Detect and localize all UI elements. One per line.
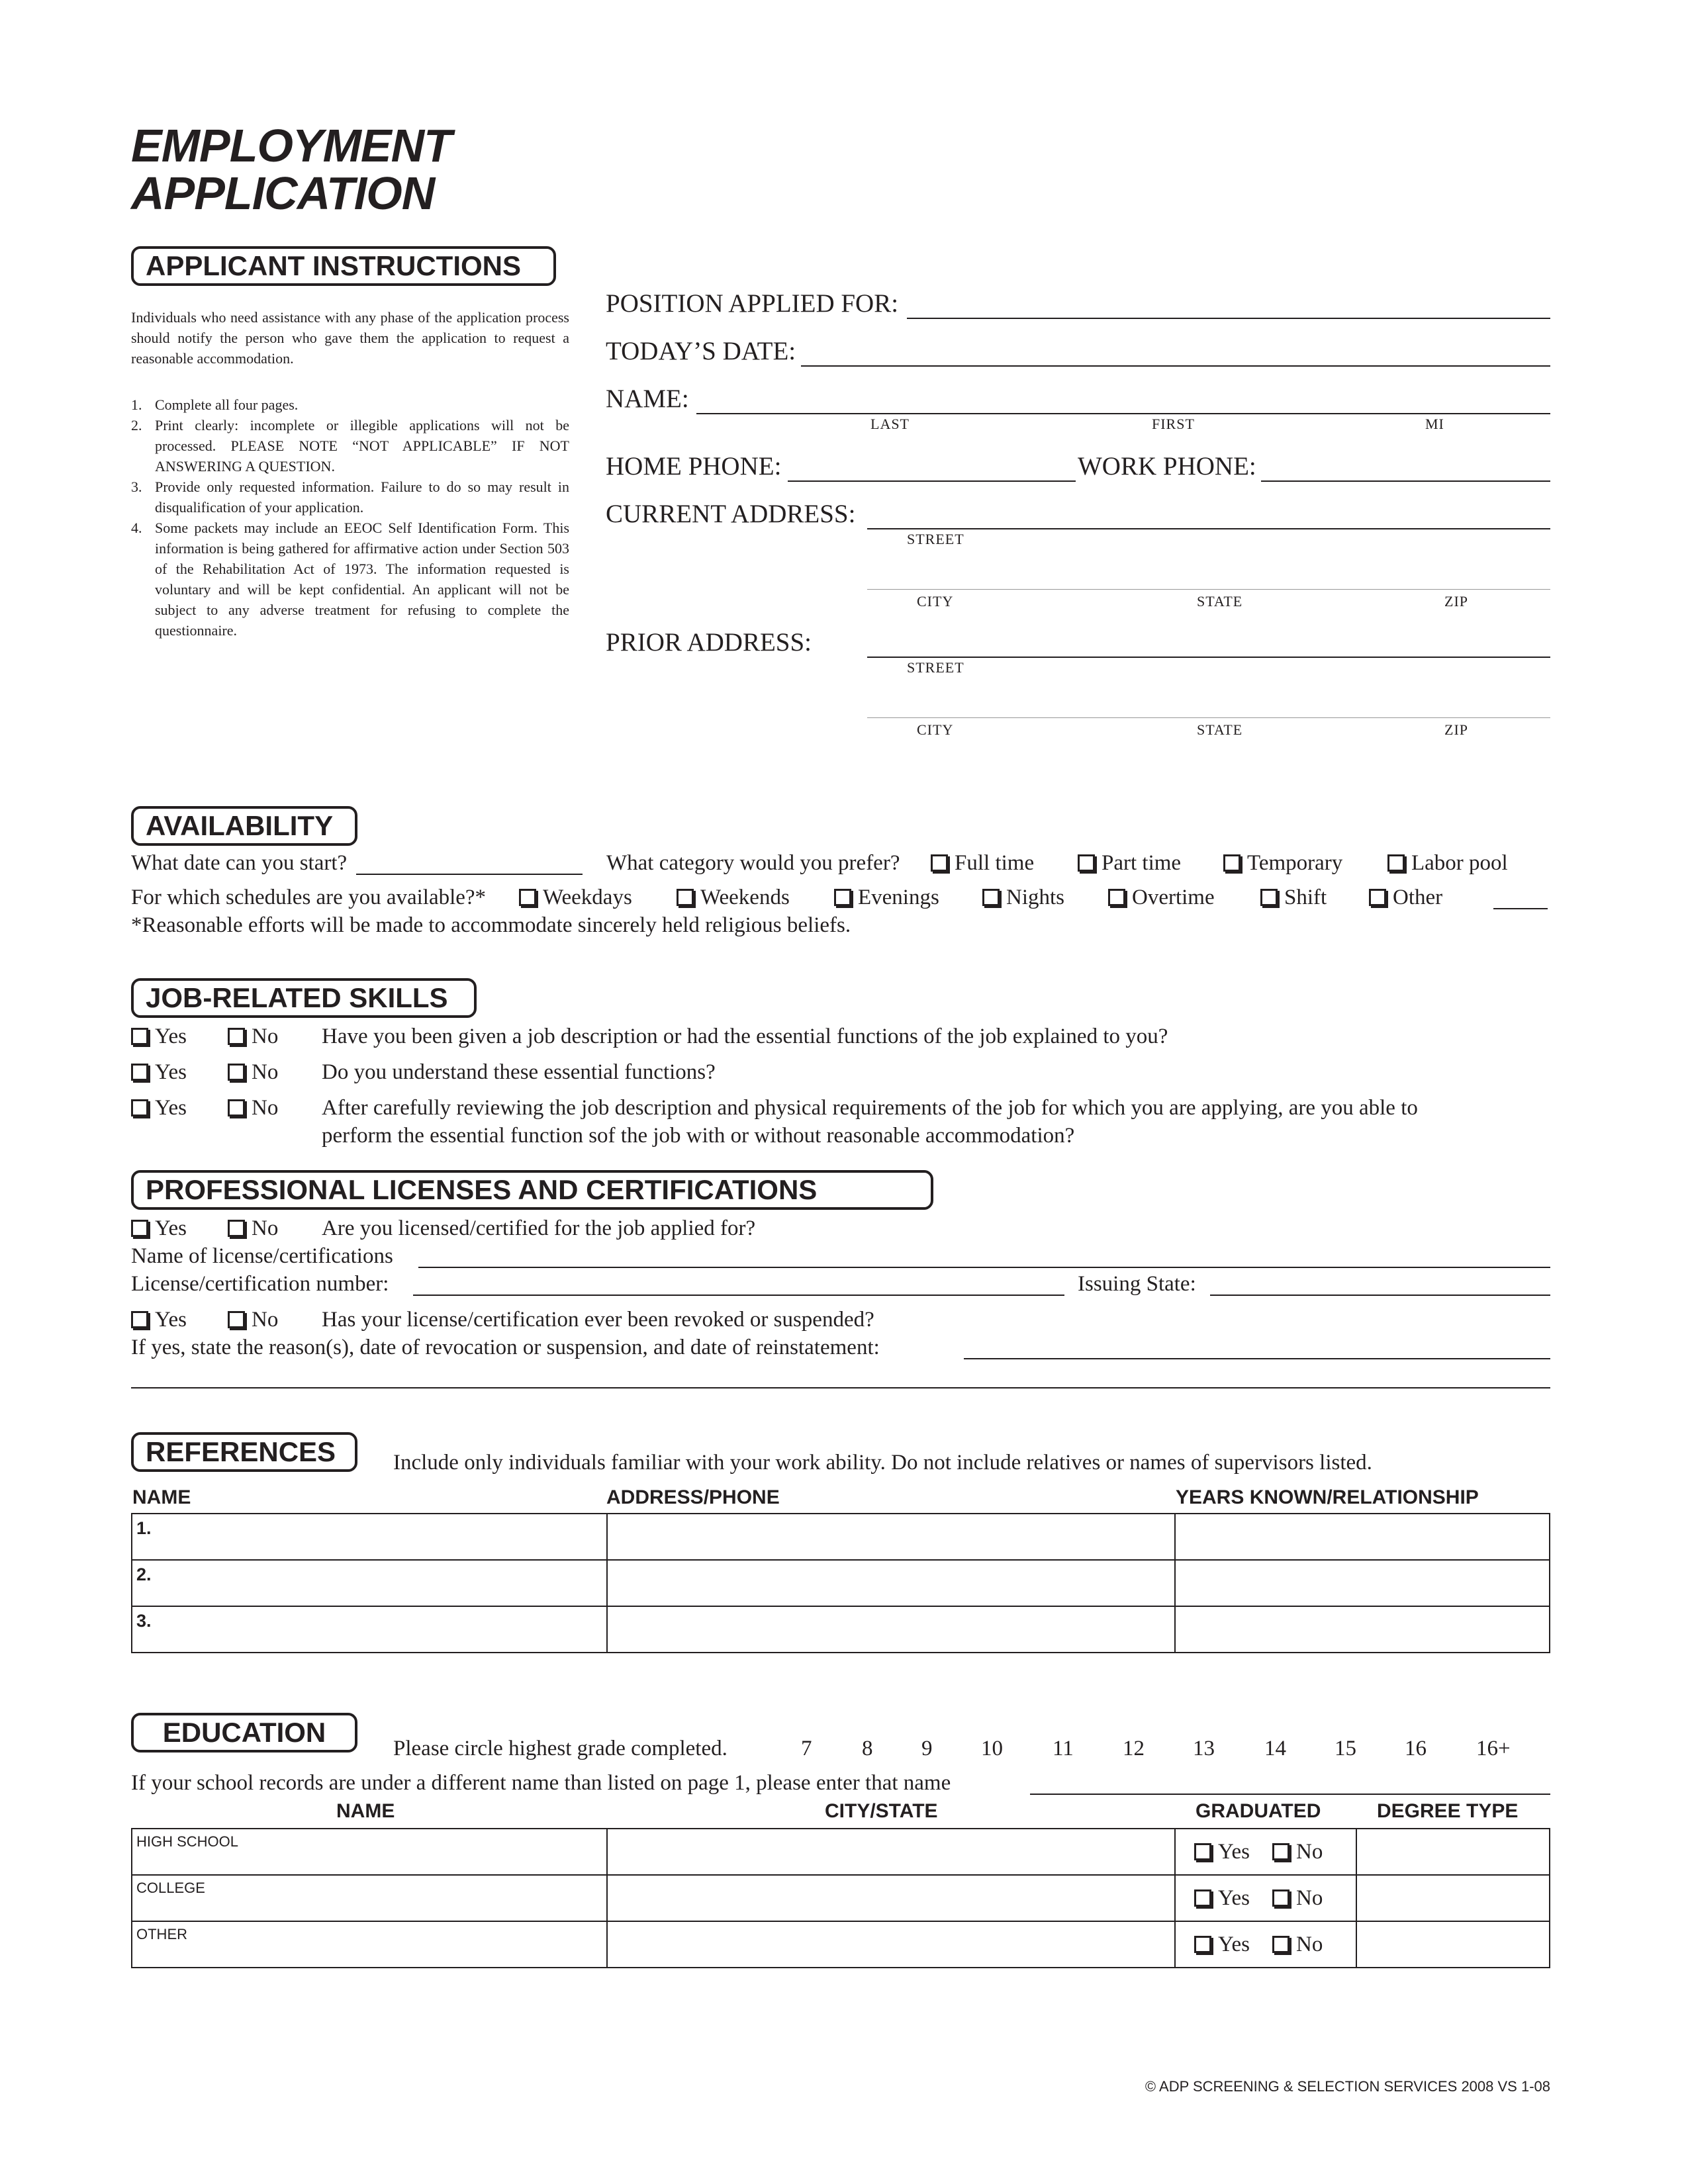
license-q2-no[interactable] [228,1308,278,1332]
table-row [132,1921,1550,1968]
ref-address-cell[interactable] [607,1606,1175,1653]
instruction-item [131,394,569,415]
weekdays-checkbox[interactable] [519,889,536,906]
checkbox-icon[interactable] [1194,1936,1211,1953]
edu-degree-cell[interactable] [1356,1921,1550,1968]
ref-name-cell[interactable]: 2. [132,1560,607,1606]
full-time-label: Full time [955,851,1035,875]
references-col-address: ADDRESS/PHONE [606,1486,780,1508]
edu-graduated-cell [1175,1829,1356,1875]
edu-name-cell[interactable]: COLLEGE [132,1875,607,1921]
references-table [131,1513,1550,1653]
revocation-reason-label: If yes, state the reason(s), date of revocation or suspension, and date of reinstatement: [131,1336,880,1359]
instruction-number: 4. [131,520,142,536]
ref-address-cell[interactable] [607,1560,1175,1606]
edu-city-cell[interactable] [607,1829,1175,1875]
date-input[interactable] [801,365,1550,367]
schedule-overtime[interactable] [1108,886,1215,910]
yes-label: Yes [155,1308,187,1332]
grade-option[interactable]: 11 [1053,1737,1074,1760]
prior-street-caption: STREET [907,659,964,676]
grade-option[interactable]: 13 [1193,1737,1215,1760]
license-number-input[interactable] [413,1295,1064,1296]
yes-label: Yes [1218,1839,1250,1864]
no-label: No [1296,1886,1323,1910]
skills-q3-text-line1: After carefully reviewing the job description and physical requirements of the job for which you are applying, are you able to [322,1096,1418,1120]
checkbox-icon[interactable] [228,1028,245,1045]
schedules-label: For which schedules are you available?* [131,886,487,909]
start-date-label: What date can you start? [131,851,348,875]
edu-city-cell[interactable] [607,1921,1175,1968]
name-mi-caption: MI [1425,416,1444,432]
name-label: NAME: [606,385,689,413]
no-label: No [252,1096,279,1120]
graduated-yes[interactable] [1194,1933,1250,1956]
instruction-item [131,415,569,477]
date-label: TODAY’S DATE: [606,337,796,365]
prior-address-label: PRIOR ADDRESS: [606,628,812,657]
grade-option[interactable]: 8 [862,1737,873,1760]
grade-option[interactable]: 10 [981,1737,1003,1760]
form-title-line1: EMPLOYMENT [131,120,451,171]
grade-label: Please circle highest grade completed. [393,1737,727,1760]
category-temporary[interactable] [1223,851,1342,876]
full-time-checkbox[interactable] [931,854,948,872]
temporary-checkbox[interactable] [1223,854,1241,872]
graduated-yes[interactable] [1194,1840,1250,1864]
weekends-label: Weekends [700,886,790,909]
checkbox-icon[interactable] [228,1220,245,1237]
nights-checkbox[interactable] [982,889,1000,906]
current-street-caption: STREET [907,531,964,547]
ref-years-cell[interactable] [1175,1514,1550,1560]
category-label: What category would you prefer? [606,851,900,875]
skills-heading: JOB-RELATED SKILLS [131,978,477,1018]
schedule-weekdays[interactable] [519,886,632,910]
checkbox-icon[interactable] [131,1220,148,1237]
license-name-label: Name of license/certifications [131,1244,393,1268]
checkbox-icon[interactable] [131,1064,148,1081]
graduated-yes[interactable] [1194,1886,1250,1910]
education-col-name: NAME [336,1800,395,1822]
ref-years-cell[interactable] [1175,1560,1550,1606]
shift-checkbox[interactable] [1260,889,1278,906]
home-phone-input[interactable] [788,480,1076,482]
grade-option[interactable]: 16 [1405,1737,1427,1760]
no-label: No [1296,1932,1323,1956]
references-col-name: NAME [132,1486,191,1508]
license-q1-yes[interactable] [131,1216,187,1241]
checkbox-icon[interactable] [228,1099,245,1116]
schedule-evenings[interactable] [834,886,939,910]
current-street-input[interactable] [867,528,1550,529]
table-row [132,1560,1550,1606]
ref-years-cell[interactable] [1175,1606,1550,1653]
schedule-shift[interactable] [1260,886,1327,910]
checkbox-icon[interactable] [131,1099,148,1116]
current-city-input[interactable] [867,589,1550,590]
checkbox-icon[interactable] [1194,1889,1211,1907]
skills-q2-no[interactable] [228,1060,278,1085]
skills-q3-yes[interactable] [131,1096,187,1120]
license-q1-text: Are you licensed/certified for the job applied for? [322,1216,756,1240]
grade-option[interactable]: 16+ [1476,1737,1511,1760]
license-q1-no[interactable] [228,1216,278,1241]
instruction-text: Some packets may include an EEOC Self Identification Form. This information is being gathered for affirmative action under Section 503 of the Rehabilitation Act of 1973. The information requested is voluntary and will be kept confidential. An applicant will not be subject to any adverse treatment for refusing to complete the questionnaire. [155,520,569,639]
no-label: No [252,1060,279,1084]
education-col-degree: DEGREE TYPE [1377,1800,1519,1822]
skills-q3-no[interactable] [228,1096,278,1120]
nights-label: Nights [1006,886,1065,909]
footer-copyright: © ADP SCREENING & SELECTION SERVICES 2008 VS 1-08 [1145,2078,1550,2095]
edu-degree-cell[interactable] [1356,1875,1550,1921]
instruction-item [131,477,569,518]
prior-zip-caption: ZIP [1444,721,1468,738]
no-label: No [1296,1839,1323,1864]
name-last-caption: LAST [870,416,910,432]
weekdays-label: Weekdays [543,886,632,909]
no-label: No [252,1308,279,1332]
licenses-heading: PROFESSIONAL LICENSES AND CERTIFICATIONS [131,1170,933,1210]
edu-graduated-cell [1175,1875,1356,1921]
no-label: No [252,1216,279,1240]
graduated-no[interactable] [1272,1933,1323,1956]
revocation-reason-input-2[interactable] [131,1387,1550,1388]
edu-name-cell[interactable]: OTHER [132,1921,607,1968]
edu-name-cell[interactable]: HIGH SCHOOL [132,1829,607,1875]
license-q2-text: Has your license/certification ever been revoked or suspended? [322,1308,874,1332]
instruction-text: Print clearly: incomplete or illegible applications will not be processed. PLEASE NOTE “NOT APPLICABLE” IF NOT ANSWERING A QUESTION. [155,417,569,475]
license-q2-yes[interactable] [131,1308,187,1332]
instruction-number: 2. [131,417,142,433]
category-full-time[interactable] [931,851,1034,876]
yes-label: Yes [1218,1932,1250,1956]
checkbox-icon[interactable] [1272,1936,1289,1953]
prior-city-caption: CITY [917,721,954,738]
category-part-time[interactable] [1078,851,1181,876]
position-input[interactable] [907,318,1550,319]
temporary-label: Temporary [1247,851,1343,875]
evenings-checkbox[interactable] [834,889,851,906]
grade-option[interactable]: 15 [1335,1737,1356,1760]
edu-degree-cell[interactable] [1356,1829,1550,1875]
references-col-years: YEARS KNOWN/RELATIONSHIP [1176,1486,1479,1508]
other-schedule-input[interactable] [1493,908,1548,909]
skills-q1-yes[interactable] [131,1024,187,1049]
yes-label: Yes [155,1060,187,1084]
yes-label: Yes [155,1024,187,1048]
availability-footnote: *Reasonable efforts will be made to accommodate sincerely held religious beliefs. [131,913,851,937]
schedule-other[interactable] [1369,886,1442,910]
references-note: Include only individuals familiar with your work ability. Do not include relatives or names of supervisors listed. [393,1451,1372,1475]
prior-city-input[interactable] [867,717,1550,718]
checkbox-icon[interactable] [1194,1843,1211,1860]
part-time-label: Part time [1102,851,1182,875]
checkbox-icon[interactable] [1272,1889,1289,1907]
skills-q2-yes[interactable] [131,1060,187,1085]
work-phone-input[interactable] [1261,480,1550,482]
prior-state-caption: STATE [1197,721,1243,738]
instruction-number: 3. [131,478,142,495]
edu-city-cell[interactable] [607,1875,1175,1921]
labor-pool-checkbox[interactable] [1387,854,1405,872]
schedule-nights[interactable] [982,886,1064,910]
table-row [132,1514,1550,1560]
grade-option[interactable]: 9 [921,1737,933,1760]
instruction-item [131,518,569,641]
yes-label: Yes [1218,1886,1250,1910]
license-name-input[interactable] [418,1267,1550,1268]
issuing-state-input[interactable] [1210,1295,1550,1296]
start-date-input[interactable] [356,874,583,875]
no-label: No [252,1024,279,1048]
checkbox-icon[interactable] [131,1028,148,1045]
other-checkbox[interactable] [1369,889,1386,906]
table-row [132,1606,1550,1653]
category-labor-pool[interactable] [1387,851,1508,876]
checkbox-icon[interactable] [228,1311,245,1328]
education-col-city: CITY/STATE [825,1800,938,1822]
overtime-label: Overtime [1132,886,1215,909]
part-time-checkbox[interactable] [1078,854,1095,872]
overtime-checkbox[interactable] [1108,889,1125,906]
alt-name-input[interactable] [1030,1794,1550,1795]
table-row [132,1829,1550,1875]
shift-label: Shift [1284,886,1327,909]
home-phone-label: HOME PHONE: [606,452,782,480]
labor-pool-label: Labor pool [1411,851,1508,875]
instruction-text: Complete all four pages. [155,396,299,413]
yes-label: Yes [155,1216,187,1240]
issuing-state-label: Issuing State: [1078,1272,1196,1296]
form-title [131,122,451,217]
edu-graduated-cell [1175,1921,1356,1968]
grade-option[interactable]: 7 [801,1737,812,1760]
schedule-weekends[interactable] [677,886,790,910]
current-zip-caption: ZIP [1444,593,1468,610]
prior-street-input[interactable] [867,657,1550,658]
yes-label: Yes [155,1096,187,1120]
weekends-checkbox[interactable] [677,889,694,906]
revocation-reason-input[interactable] [964,1358,1550,1359]
ref-name-cell[interactable]: 1. [132,1514,607,1560]
instruction-number: 1. [131,396,142,413]
skills-q1-no[interactable] [228,1024,278,1049]
other-label: Other [1393,886,1443,909]
availability-heading: AVAILABILITY [131,806,357,846]
current-address-label: CURRENT ADDRESS: [606,500,856,528]
ref-name-cell[interactable]: 3. [132,1606,607,1653]
instructions-heading: APPLICANT INSTRUCTIONS [131,246,556,286]
graduated-no[interactable] [1272,1886,1323,1910]
current-city-caption: CITY [917,593,954,610]
references-heading: REFERENCES [131,1432,357,1472]
skills-q3-text-line2: perform the essential function sof the job with or without reasonable accommodation? [322,1124,1075,1148]
form-title-line2: APPLICATION [131,167,435,219]
position-label: POSITION APPLIED FOR: [606,289,899,318]
current-state-caption: STATE [1197,593,1243,610]
grade-option[interactable]: 12 [1123,1737,1145,1760]
education-col-graduated: GRADUATED [1196,1800,1321,1822]
name-first-caption: FIRST [1152,416,1195,432]
graduated-no[interactable] [1272,1840,1323,1864]
instructions-list [131,394,569,641]
checkbox-icon[interactable] [131,1311,148,1328]
license-number-label: License/certification number: [131,1272,389,1296]
education-table [131,1828,1550,1968]
alt-name-label: If your school records are under a different name than listed on page 1, please enter that name [131,1771,951,1795]
ref-address-cell[interactable] [607,1514,1175,1560]
work-phone-label: WORK PHONE: [1078,452,1256,480]
table-row [132,1875,1550,1921]
instructions-intro: Individuals who need assistance with any phase of the application process should notify the person who gave them the application to request a reasonable accommodation. [131,309,569,367]
instruction-text: Provide only requested information. Failure to do so may result in disqualification of your application. [155,478,569,516]
checkbox-icon[interactable] [228,1064,245,1081]
evenings-label: Evenings [858,886,939,909]
education-heading: EDUCATION [131,1713,357,1752]
checkbox-icon[interactable] [1272,1843,1289,1860]
skills-q1-text: Have you been given a job description or had the essential functions of the job explained to you? [322,1024,1168,1048]
name-input[interactable] [696,413,1550,414]
grade-option[interactable]: 14 [1264,1737,1286,1760]
skills-q2-text: Do you understand these essential functions? [322,1060,716,1084]
